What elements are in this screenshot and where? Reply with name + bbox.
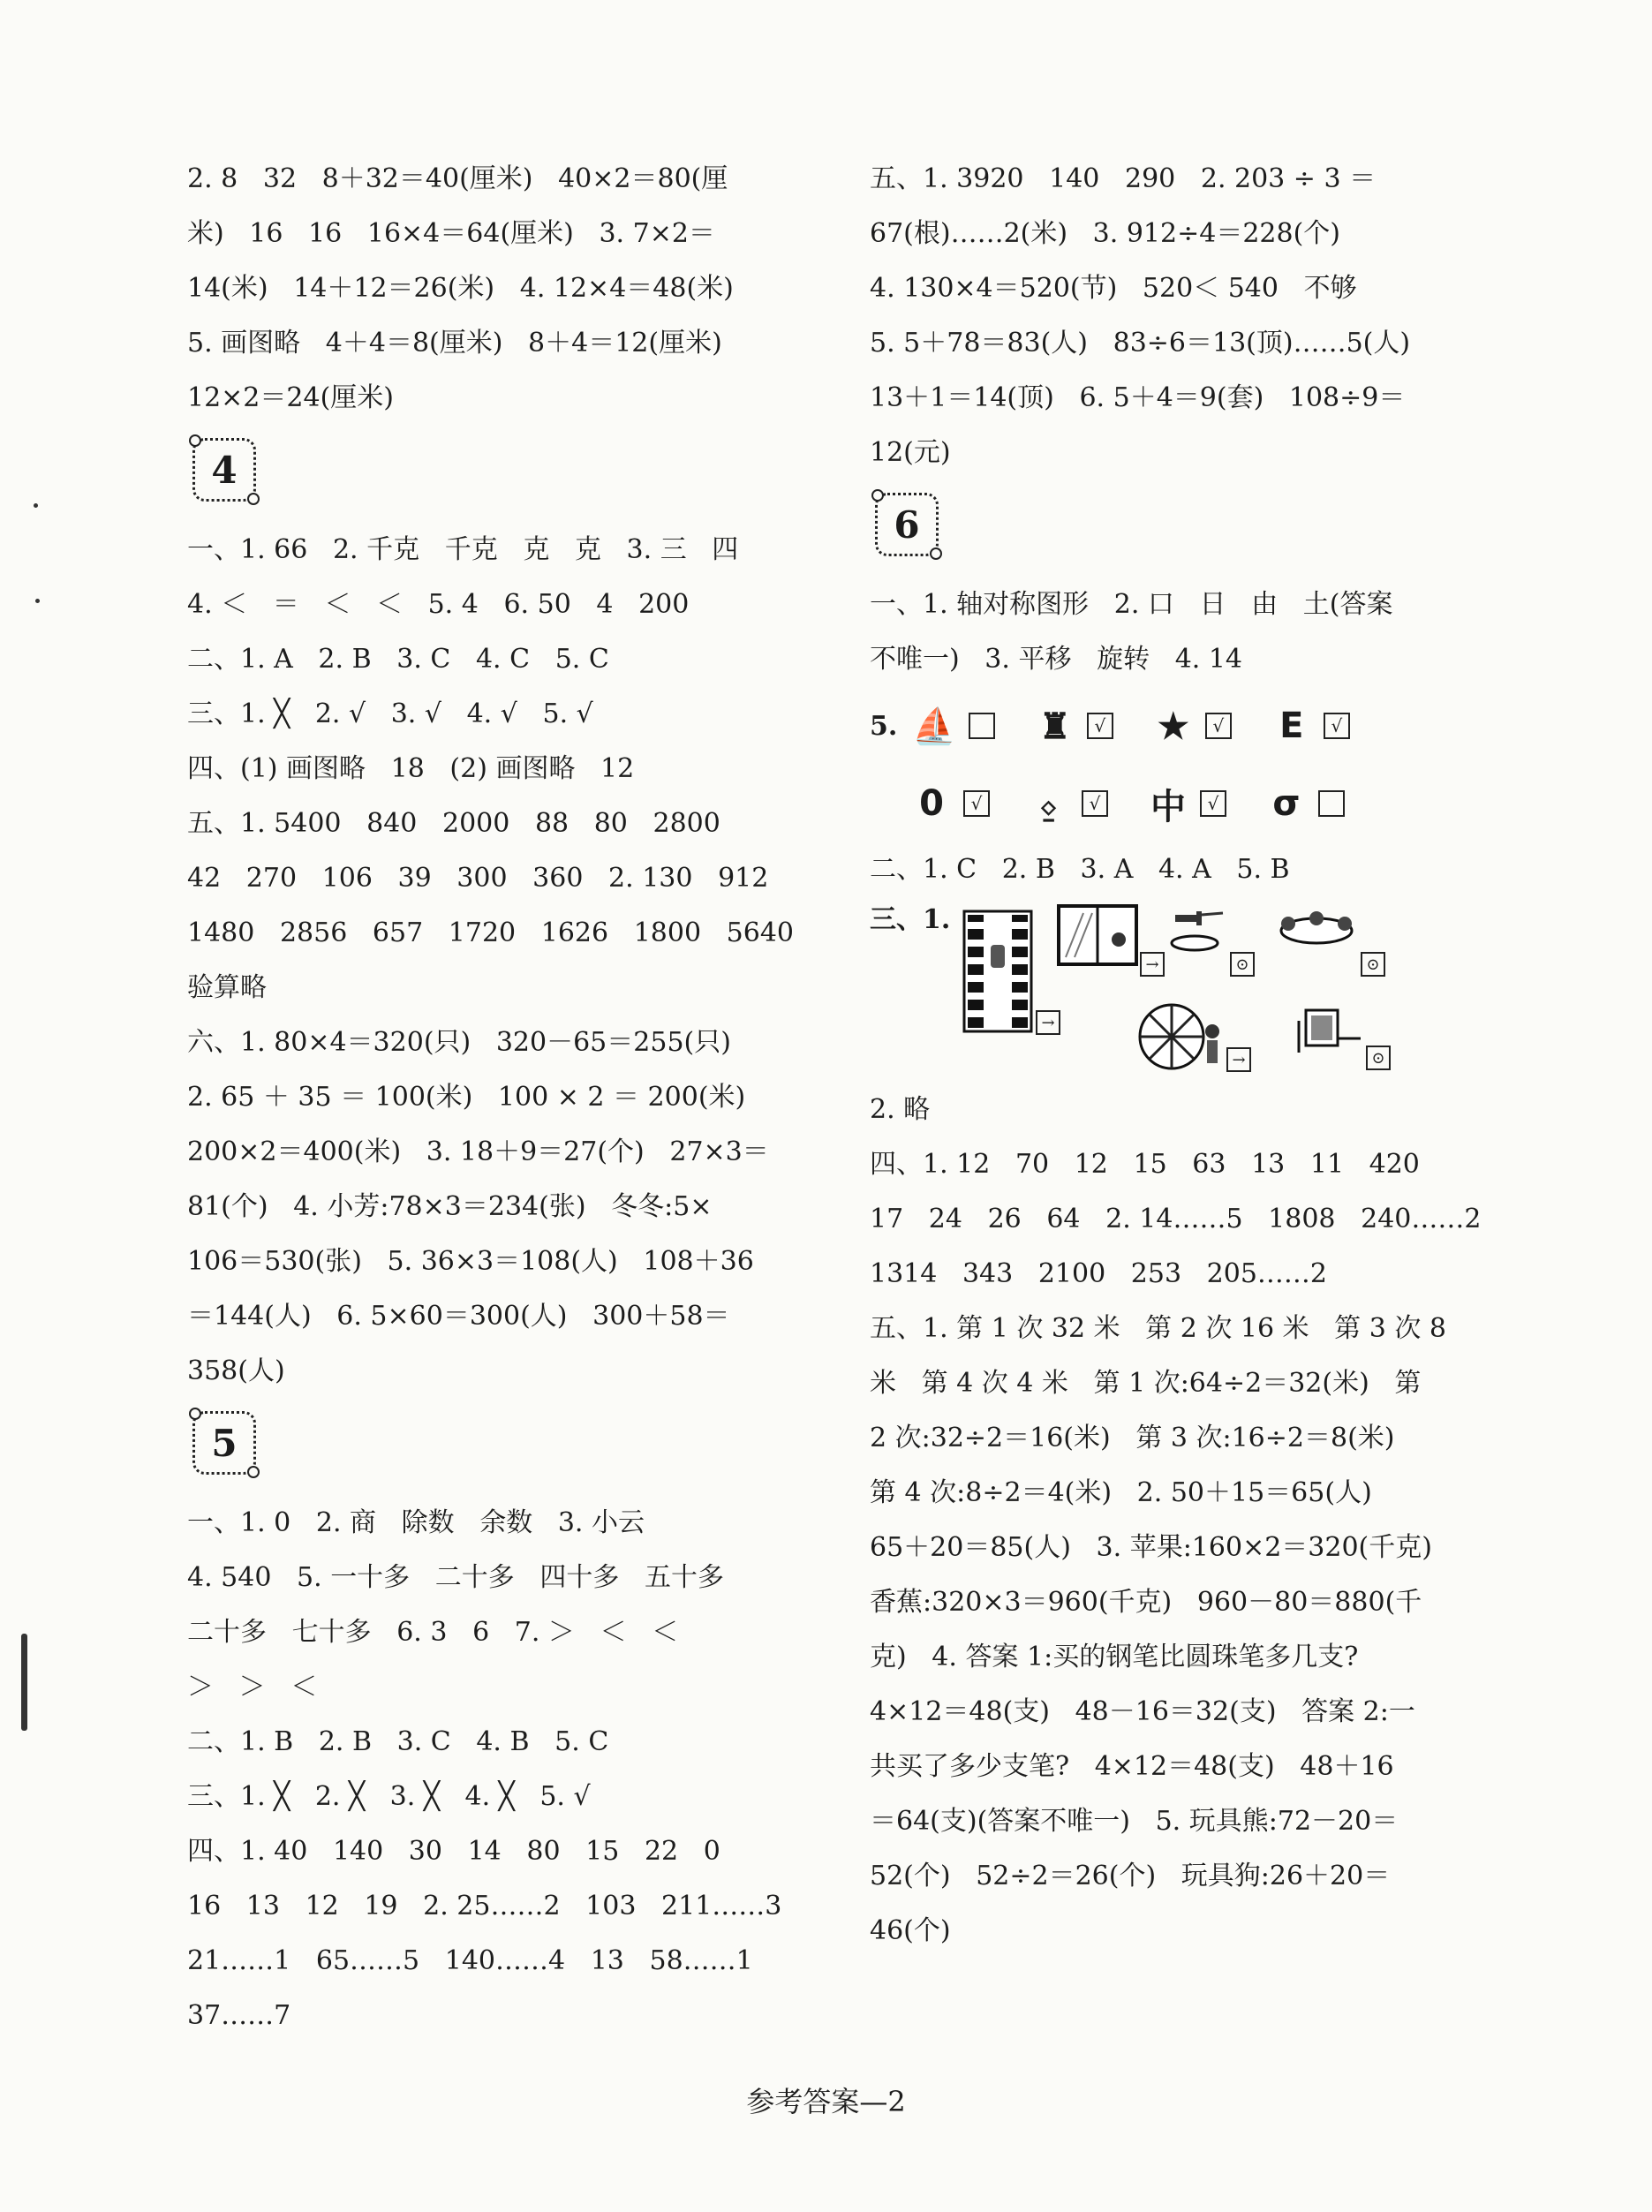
- letter-e-icon: E: [1279, 706, 1304, 746]
- answer-line: 52(个) 52÷2＝26(个) 玩具狗:26＋20＝: [870, 1861, 1391, 1891]
- digit-zero-icon: 0: [919, 783, 944, 824]
- right-column: [870, 152, 1505, 1959]
- symmetry-item: [1267, 783, 1345, 824]
- tree-symbol-icon: ⍚: [1039, 782, 1060, 825]
- symmetry-item: [912, 783, 990, 824]
- character-zhong-icon: 中: [1150, 786, 1186, 827]
- answer-line: 4. 130×4＝520(节) 520＜ 540 不够: [870, 273, 1357, 304]
- answer-line: 17 24 26 64 2. 14……5 1808 240……2: [870, 1204, 1482, 1234]
- margin-speck: [35, 599, 40, 603]
- answer-line: 16 13 12 19 2. 25……2 103 211……3: [187, 1891, 782, 1921]
- answer-line: 二十多 七十多 6. 3 6 7. ＞ ＜ ＜: [187, 1617, 679, 1648]
- answer-line: 358(人): [187, 1355, 285, 1386]
- answer-line: 克) 4. 答案 1:买的钢笔比圆珠笔多几支?: [870, 1642, 1359, 1672]
- check-box: √: [963, 790, 990, 817]
- tower-icon: ♜: [1038, 705, 1071, 747]
- answer-line: 一、1. 0 2. 商 除数 余数 3. 小云: [187, 1507, 645, 1538]
- answer-line: 106＝530(张) 5. 36×3＝108(人) 108＋36: [187, 1246, 754, 1277]
- check-box: √: [1324, 713, 1350, 739]
- answer-line: 1480 2856 657 1720 1626 1800 5640: [187, 917, 794, 948]
- section-5-answers: [187, 1496, 823, 2043]
- answer-line: 4. 540 5. 一十多 二十多 四十多 五十多: [187, 1562, 725, 1593]
- answer-line: 二、1. C 2. B 3. A 4. A 5. B: [870, 854, 1290, 885]
- answer-line: 三、1. ╳ 2. ╳ 3. ╳ 4. ╳ 5. √: [187, 1781, 591, 1812]
- answer-line: 81(个) 4. 小芳:78×3＝234(张) 冬冬:5×: [187, 1191, 713, 1222]
- answer-line: 一、1. 66 2. 千克 千克 克 克 3. 三 四: [187, 534, 739, 565]
- wheel-icon: [1136, 1001, 1225, 1072]
- check-box: √: [1200, 790, 1226, 817]
- answer-line: 五、1. 5400 840 2000 88 80 2800: [187, 808, 720, 839]
- answer-line: 验算略: [187, 972, 267, 1003]
- answer-line: 四、(1) 画图略 18 (2) 画图略 12: [187, 753, 635, 784]
- symmetry-item: [1154, 706, 1232, 747]
- answer-line: 米 第 4 次 4 米 第 1 次:64÷2＝32(米) 第: [870, 1368, 1422, 1399]
- sliding-window-icon: [1057, 904, 1138, 966]
- answer-line: 14(米) 14＋12＝26(米) 4. 12×4＝48(米): [187, 273, 734, 304]
- answer-line: 12×2＝24(厘米): [187, 382, 394, 413]
- drawer-icon: [1294, 1003, 1364, 1056]
- answer-line: 12(元): [870, 437, 951, 468]
- symmetry-item: [1030, 783, 1108, 825]
- answer-line: 四、1. 12 70 12 15 63 13 11 420: [870, 1149, 1420, 1180]
- answer-line: 三、1. ╳ 2. √ 3. √ 4. √ 5. √: [187, 698, 593, 729]
- escalator-icon: [962, 910, 1033, 1033]
- answer-line: 二、1. B 2. B 3. C 4. B 5. C: [187, 1726, 609, 1757]
- carousel-icon: [1276, 910, 1357, 950]
- symmetry-item: [1036, 706, 1113, 747]
- answer-line: 四、1. 40 140 30 14 80 15 22 0: [187, 1836, 720, 1867]
- answer-line: 13＋1＝14(顶) 6. 5＋4＝9(套) 108÷9＝: [870, 382, 1406, 413]
- answer-box: →: [1036, 1010, 1060, 1035]
- check-box: √: [1082, 790, 1108, 817]
- answer-line: 共买了多少支笔? 4×12＝48(支) 48＋16: [870, 1751, 1394, 1782]
- answer-line: 2. 略: [870, 1094, 931, 1125]
- answer-line: 二、1. A 2. B 3. C 4. C 5. C: [187, 644, 609, 675]
- symmetry-item: [1272, 706, 1350, 746]
- check-box: √: [1205, 713, 1232, 739]
- answer-line: 第 4 次:8÷2＝4(米) 2. 50＋15＝65(人): [870, 1477, 1372, 1508]
- left-top-block: [187, 152, 823, 426]
- answer-line: 2. 8 32 8＋32＝40(厘米) 40×2＝80(厘: [187, 163, 728, 194]
- answer-box: →: [1226, 1047, 1251, 1072]
- sailboat-icon: ⛵: [912, 705, 956, 747]
- answer-line: 21……1 65……5 140……4 13 58……1: [187, 1945, 753, 1976]
- answer-line: 65＋20＝85(人) 3. 苹果:160×2＝320(千克): [870, 1532, 1432, 1563]
- answer-line: 5. 5＋78＝83(人) 83÷6＝13(顶)……5(人): [870, 328, 1411, 359]
- answer-line: 1314 343 2100 253 205……2: [870, 1258, 1327, 1289]
- answer-line: 4×12＝48(支) 48－16＝32(支) 答案 2:一: [870, 1696, 1415, 1727]
- right-top-block: [870, 152, 1505, 480]
- answer-box: ⊙: [1366, 1046, 1391, 1070]
- answer-line: 一、1. 轴对称图形 2. 口 日 由 土(答案: [870, 589, 1393, 620]
- motion-pictures: [870, 897, 1505, 1083]
- section-badge: 6: [875, 493, 939, 556]
- section-5-header: [187, 1399, 823, 1496]
- question-label: 5.: [870, 710, 898, 742]
- section-4-header: [187, 426, 823, 523]
- symmetry-item: [912, 706, 995, 747]
- symmetry-row-2: [870, 765, 1505, 842]
- answer-line: 2 次:32÷2＝16(米) 第 3 次:16÷2＝8(米): [870, 1423, 1395, 1453]
- section-badge: 4: [192, 438, 256, 502]
- answer-line: 不唯一) 3. 平移 旋转 4. 14: [870, 644, 1243, 675]
- answer-line: 46(个): [870, 1915, 951, 1946]
- answer-line: 香蕉:320×3＝960(千克) 960－80＝880(千: [870, 1587, 1422, 1618]
- section-6-answers: [870, 578, 1505, 1959]
- answer-line: 37……7: [187, 2000, 291, 2031]
- check-box: [1318, 790, 1345, 817]
- answer-line: 5. 画图略 4＋4＝8(厘米) 8＋4＝12(厘米): [187, 328, 722, 359]
- answer-line: 五、1. 3920 140 290 2. 203 ÷ 3 ＝: [870, 163, 1377, 194]
- page-footer: 参考答案—2: [746, 2085, 906, 2118]
- answer-line: 五、1. 第 1 次 32 米 第 2 次 16 米 第 3 次 8: [870, 1313, 1446, 1344]
- answer-line: 200×2＝400(米) 3. 18＋9＝27(个) 27×3＝: [187, 1136, 769, 1167]
- answer-line: 42 270 106 39 300 360 2. 130 912: [187, 863, 769, 894]
- answer-line: ＝64(支)(答案不唯一) 5. 玩具熊:72－20＝: [870, 1806, 1399, 1837]
- star-icon: ★: [1157, 705, 1189, 747]
- symmetry-row-1: [870, 687, 1505, 765]
- check-box: [969, 713, 995, 739]
- answer-line: ＝144(人) 6. 5×60＝300(人) 300＋58＝: [187, 1301, 730, 1332]
- answer-box: ⊙: [1230, 952, 1255, 977]
- answer-line: 67(根)……2(米) 3. 912÷4＝228(个): [870, 218, 1340, 249]
- answer-line: 4. ＜ ＝ ＜ ＜ 5. 4 6. 50 4 200: [187, 589, 690, 620]
- section-6-header: [870, 480, 1505, 578]
- answer-line: 2. 65 ＋ 35 ＝ 100(米) 100 × 2 ＝ 200(米): [187, 1082, 746, 1113]
- margin-mark: [21, 1634, 27, 1731]
- answer-line: 六、1. 80×4＝320(只) 320－65＝255(只): [187, 1027, 731, 1058]
- sigma-icon: σ: [1272, 783, 1301, 824]
- answer-line: 米) 16 16 16×4＝64(厘米) 3. 7×2＝: [187, 218, 715, 249]
- check-box: √: [1087, 713, 1113, 739]
- symmetry-item: [1149, 779, 1226, 829]
- section-badge: 5: [192, 1411, 256, 1475]
- faucet-icon: [1170, 908, 1228, 952]
- left-column: [187, 152, 823, 2043]
- section-4-answers: [187, 523, 823, 1399]
- answer-box: ⊙: [1361, 952, 1385, 977]
- answer-line: ＞ ＞ ＜: [187, 1672, 318, 1702]
- question-label: 三、1.: [870, 904, 951, 935]
- margin-speck: [34, 503, 38, 508]
- answer-box: →: [1140, 952, 1165, 977]
